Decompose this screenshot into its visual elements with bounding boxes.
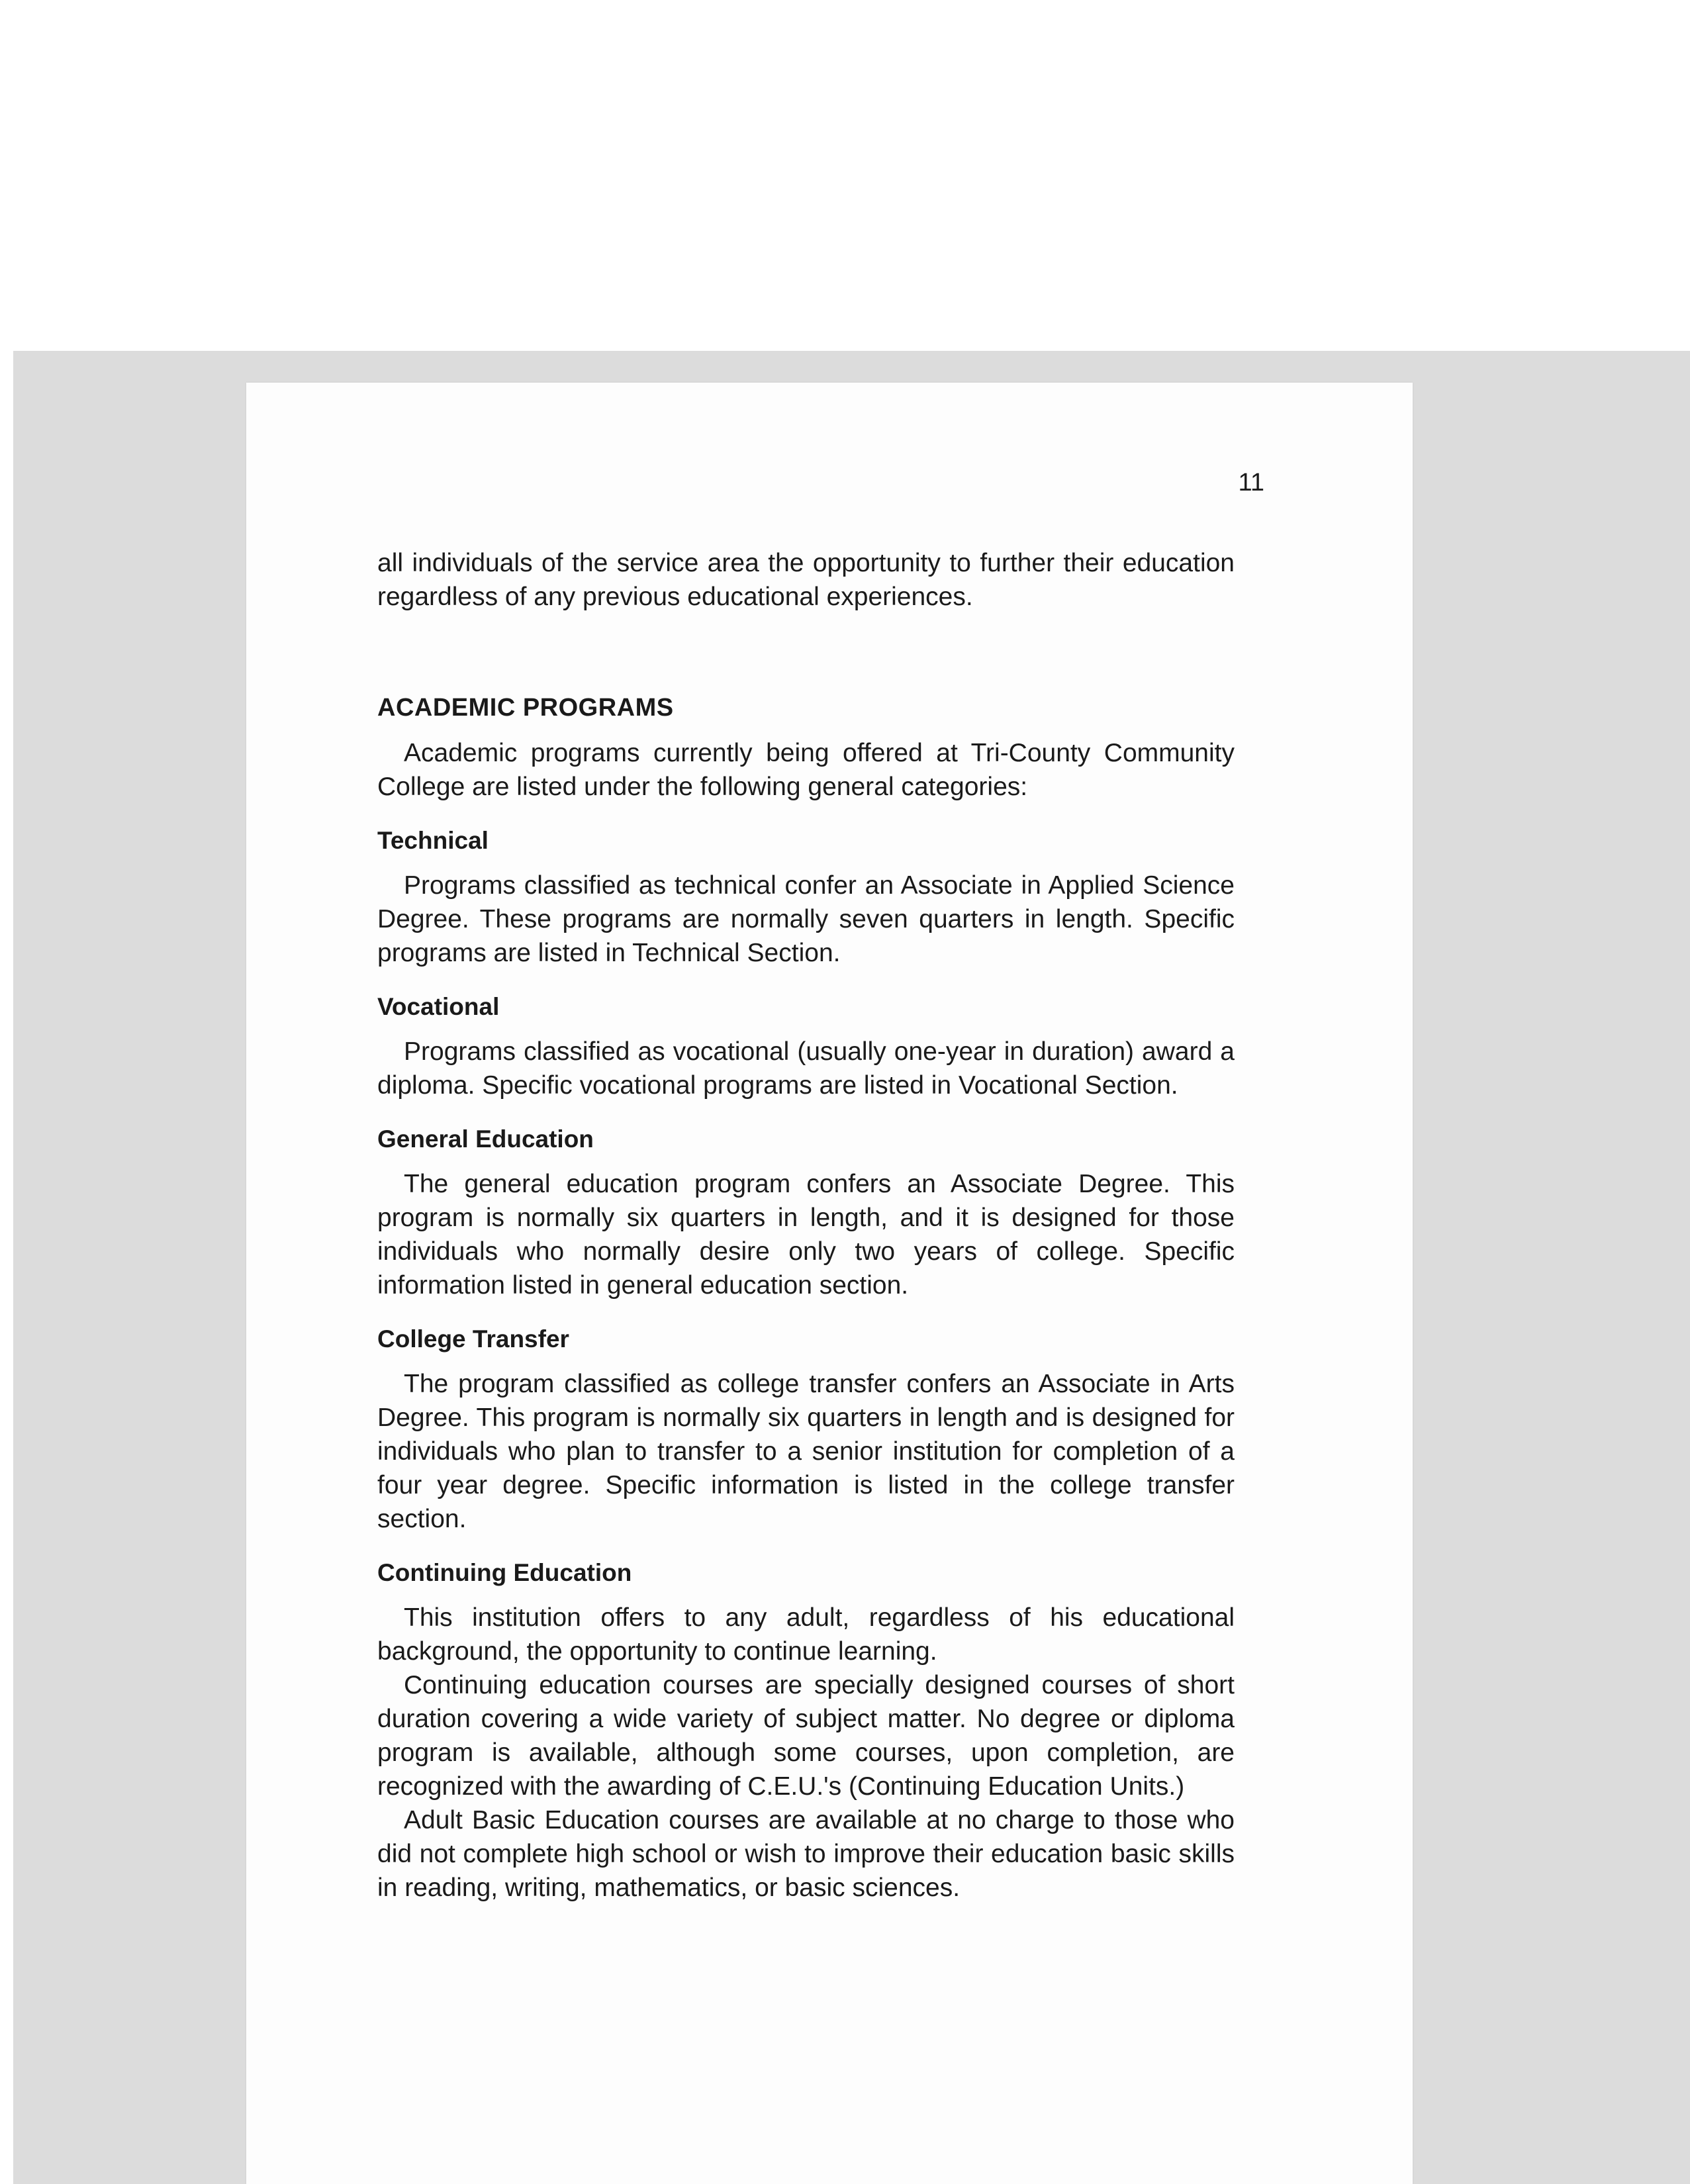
page-content	[377, 546, 1235, 1905]
section-paragraph-general-education: The general education program confers an Associate Degree. This program is normally six quarters in length, and it is designed for those individuals who normally desire only two years of college. Specific information listed in general education section.	[377, 1170, 1235, 1300]
section-paragraph-continuing-education-1: This institution offers to any adult, regardless of his educational background, the opportunity to continue learning.	[377, 1603, 1235, 1666]
section-paragraph-vocational: Programs classified as vocational (usually one-year in duration) award a diploma. Specific vocational programs are listed in Vocational Section.	[377, 1037, 1235, 1100]
main-heading: ACADEMIC PROGRAMS	[377, 694, 674, 722]
section-heading-general-education: General Education	[377, 1125, 594, 1153]
section-paragraph-technical: Programs classified as technical confer an Associate in Applied Science Degree. These programs are normally seven quarters in length. Specific programs are listed in Technical Section.	[377, 871, 1235, 967]
intro-paragraph: all individuals of the service area the opportunity to further their education regardless of any previous educational experiences.	[377, 549, 1235, 611]
section-paragraph-continuing-education-3: Adult Basic Education courses are available at no charge to those who did not complete high school or wish to improve their education basic skills in reading, writing, mathematics, or basic sciences.	[377, 1806, 1235, 1902]
section-paragraph-college-transfer: The program classified as college transfer confers an Associate in Arts Degree. This program is normally six quarters in length and is designed for individuals who plan to transfer to a senior institution for completion of a four year degree. Specific information is listed in the college transfer section.	[377, 1370, 1235, 1533]
section-heading-vocational: Vocational	[377, 993, 500, 1020]
section-heading-technical: Technical	[377, 827, 489, 854]
section-heading-college-transfer: College Transfer	[377, 1325, 569, 1353]
page-number: 11	[1238, 469, 1264, 497]
section-paragraph-continuing-education-2: Continuing education courses are specially designed courses of short duration covering a wide variety of subject matter. No degree or diploma program is available, although some courses, upon completion, are recognized with the awarding of C.E.U.'s (Continuing Education Units.)	[377, 1671, 1235, 1801]
section-heading-continuing-education: Continuing Education	[377, 1559, 632, 1586]
main-paragraph: Academic programs currently being offered at Tri-County Community College are listed under the following general categories:	[377, 739, 1235, 801]
